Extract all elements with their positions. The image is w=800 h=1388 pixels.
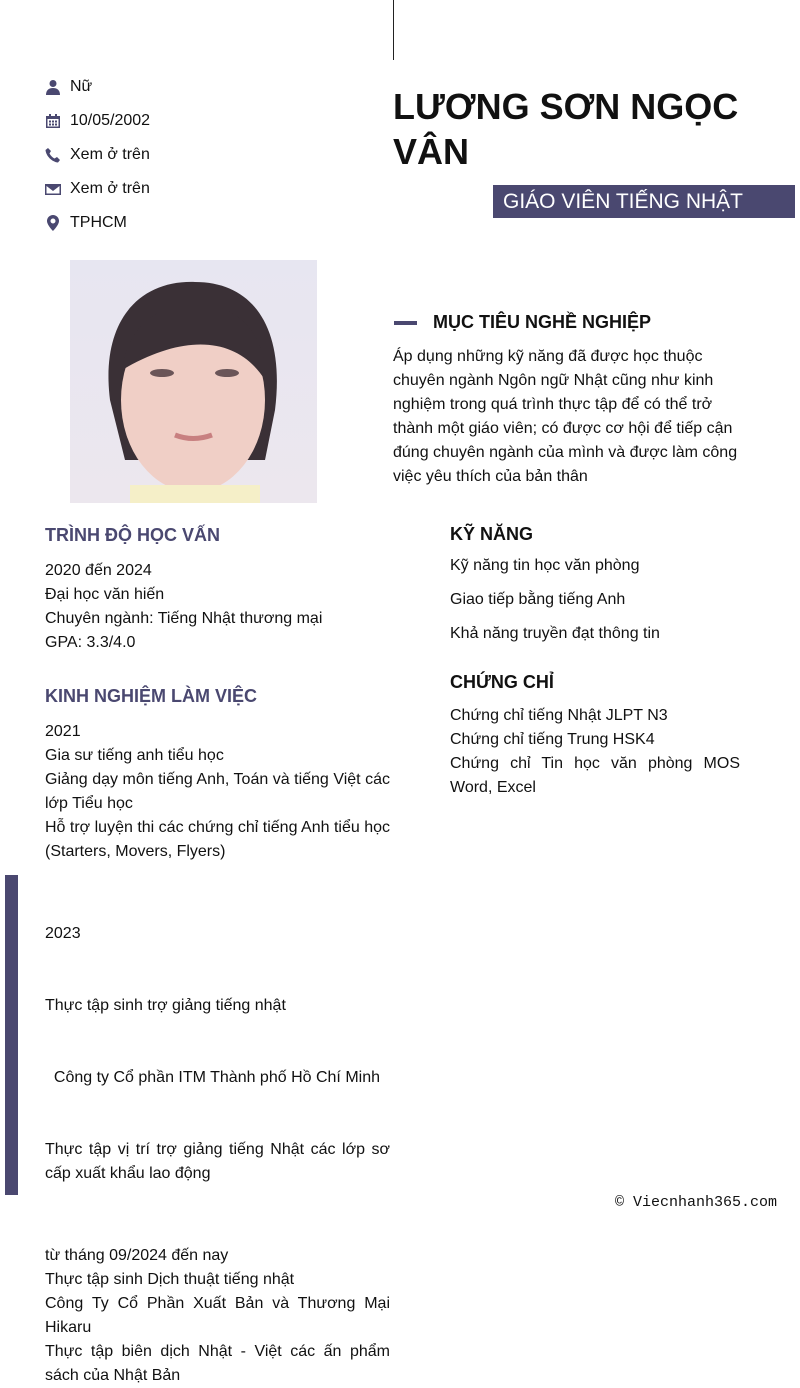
date-of-birth: 10/05/2002 bbox=[70, 112, 151, 129]
phone-row bbox=[45, 138, 150, 172]
phone-icon bbox=[45, 147, 61, 163]
header-divider bbox=[393, 0, 394, 60]
education-line: 2020 đến 2024 bbox=[45, 562, 152, 579]
certificates-section bbox=[450, 670, 740, 800]
experience-role: Thực tập sinh trợ giảng tiếng nhật bbox=[45, 997, 286, 1014]
skills-section bbox=[450, 522, 740, 646]
person-icon bbox=[45, 79, 61, 95]
skill-item: Giao tiếp bằng tiếng Anh bbox=[450, 591, 626, 608]
experience-detail: Công Ty Cổ Phần Xuất Bản và Thương Mại Hikaru bbox=[45, 1295, 390, 1336]
skills-title: KỸ NĂNG bbox=[450, 524, 534, 544]
envelope-icon bbox=[45, 181, 61, 197]
skill-item: Kỹ năng tin học văn phòng bbox=[450, 557, 640, 574]
address-row bbox=[45, 206, 150, 240]
address: TPHCM bbox=[70, 214, 127, 231]
experience-section bbox=[45, 684, 395, 1388]
experience-detail: Công ty Cổ phần ITM Thành phố Hồ Chí Minh bbox=[45, 1069, 380, 1086]
experience-title: KINH NGHIỆM LÀM VIỆC bbox=[45, 686, 258, 706]
education-section bbox=[45, 523, 390, 655]
experience-detail: Hỗ trợ luyện thi các chứng chỉ tiếng Anh tiểu học (Starters, Movers, Flyers) bbox=[45, 819, 390, 860]
personal-info bbox=[45, 70, 150, 240]
job-title: GIÁO VIÊN TIẾNG NHẬT bbox=[493, 185, 795, 218]
experience-role: Thực tập sinh Dịch thuật tiếng nhật bbox=[45, 1271, 295, 1288]
experience-time: 2021 bbox=[45, 723, 81, 740]
gender: Nữ bbox=[70, 78, 93, 95]
phone: Xem ở trên bbox=[70, 146, 150, 163]
experience-item bbox=[45, 720, 390, 864]
dob-row bbox=[45, 104, 150, 138]
experience-time: từ tháng 09/2024 đến nay bbox=[45, 1247, 229, 1264]
profile-photo bbox=[70, 260, 317, 503]
gender-row bbox=[45, 70, 150, 104]
calendar-icon bbox=[45, 113, 61, 129]
experience-time: 2023 bbox=[45, 925, 81, 942]
location-pin-icon bbox=[45, 215, 61, 231]
accent-sidebar bbox=[5, 875, 18, 1195]
experience-role: Gia sư tiếng anh tiểu học bbox=[45, 747, 224, 764]
experience-detail: Giảng dạy môn tiếng Anh, Toán và tiếng Việt các lớp Tiểu học bbox=[45, 771, 390, 812]
experience-detail: Thực tập vị trí trợ giảng tiếng Nhật các lớp sơ cấp xuất khẩu lao động bbox=[45, 1141, 395, 1182]
email-row bbox=[45, 172, 150, 206]
certificate-item: Chứng chỉ tiếng Trung HSK4 bbox=[450, 731, 655, 748]
education-line: Đại học văn hiến bbox=[45, 586, 165, 603]
name-line-2: VÂN bbox=[393, 131, 470, 172]
certificate-item: Chứng chỉ tiếng Nhật JLPT N3 bbox=[450, 707, 668, 724]
certificates-title: CHỨNG CHỈ bbox=[450, 672, 554, 692]
certificate-item: Chứng chỉ Tin học văn phòng MOS Word, Excel bbox=[450, 755, 740, 796]
experience-detail: Thực tập biên dịch Nhật - Việt các ấn phẩm sách của Nhật Bản bbox=[45, 1343, 390, 1384]
skill-item: Khả năng truyền đạt thông tin bbox=[450, 625, 660, 642]
experience-item bbox=[45, 1244, 390, 1388]
education-line: Chuyên ngành: Tiếng Nhật thương mại bbox=[45, 610, 323, 627]
candidate-name bbox=[393, 84, 793, 174]
email: Xem ở trên bbox=[70, 180, 150, 197]
experience-item bbox=[45, 874, 395, 1234]
objective-title: MỤC TIÊU NGHỀ NGHIỆP bbox=[433, 312, 652, 332]
objective-text: Áp dụng những kỹ năng đã được học thuộc chuyên ngành Ngôn ngữ Nhật cũng như kinh nghiệm trong quá trình thực tập để có thể trở thành một giáo viên; có được cơ hội để tiếp cận đúng chuyên ngành của mình và được làm công việc yêu thích của bản thân bbox=[393, 348, 738, 485]
name-line-1: LƯƠNG SƠN NGỌC bbox=[393, 86, 739, 127]
footer-watermark: © Viecnhanh365.com bbox=[614, 1194, 777, 1211]
education-title: TRÌNH ĐỘ HỌC VẤN bbox=[45, 525, 220, 545]
education-line: GPA: 3.3/4.0 bbox=[45, 634, 136, 651]
objective-accent-bar bbox=[394, 321, 417, 325]
